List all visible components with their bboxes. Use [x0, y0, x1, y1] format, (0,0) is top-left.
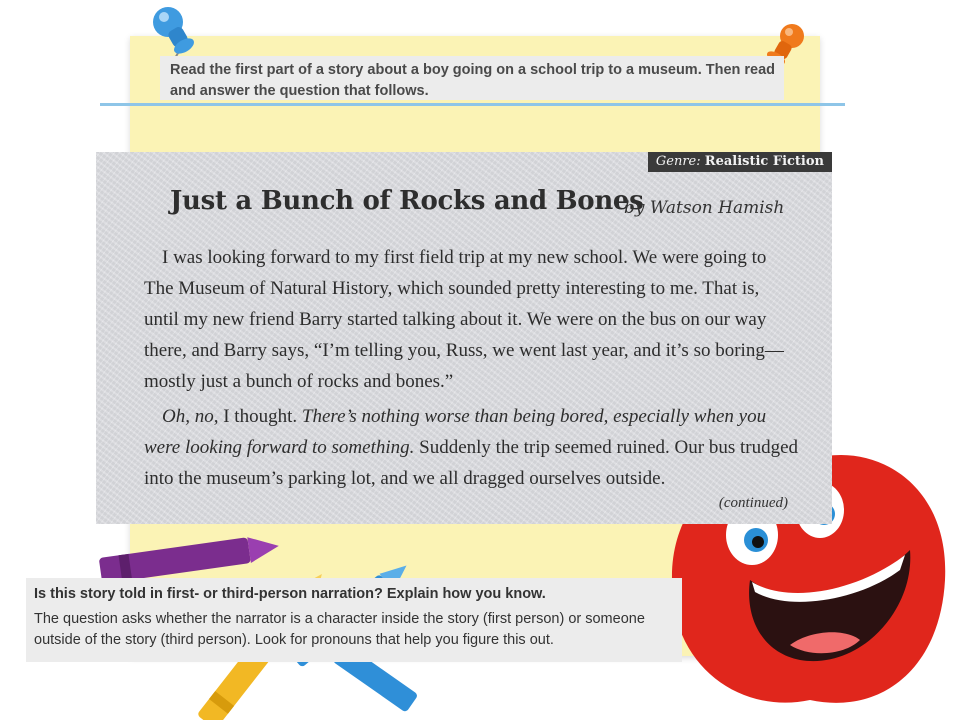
story-title: Just a Bunch of Rocks and Bones	[170, 186, 644, 216]
instructions-box	[160, 56, 784, 100]
narration-text-1: I thought.	[218, 406, 302, 427]
thought-text-2: There’s nothing worse than being bored, especially when you were looking forward to something.	[144, 406, 767, 458]
thought-text-1: Oh, no,	[162, 406, 219, 427]
story-byline: by Watson Hamish	[624, 198, 785, 218]
genre-tag	[648, 152, 832, 172]
blue-rule-line	[100, 103, 845, 106]
question-title: Is this story told in first- or third-person narration? Explain how you know.	[34, 586, 546, 602]
genre-value: Realistic Fiction	[704, 154, 824, 169]
genre-label: Genre:	[655, 154, 701, 169]
question-hint: The question asks whether the narrator is a character inside the story (first person) or someone outside of the story (third person). Look for pronouns that help you figure this out.	[34, 611, 645, 648]
blue-pushpin-icon	[148, 2, 208, 62]
question-box	[26, 578, 682, 662]
story-paragraph-2	[144, 401, 798, 494]
instructions-text: Read the first part of a story about a boy going on a school trip to a museum. Then read and answer the question that follows.	[170, 62, 776, 99]
narration-text-2: Suddenly the trip seemed ruined. Our bus trudged into the museum’s parking lot, and we all dragged ourselves outside.	[144, 437, 799, 489]
continued-label: (continued)	[718, 495, 788, 511]
story-paragraph-1: I was looking forward to my first field trip at my new school. We were going to The Museum of Natural History, which sounded pretty interesting to me. That is, until my new friend Barry started talking about it. We were on the bus on our way there, and Barry says, “I’m telling you, Russ, we went last year, and it’s so boring—mostly just a bunch of rocks and bones.”	[144, 247, 784, 392]
story-passage	[96, 152, 832, 524]
story-body	[144, 242, 798, 498]
